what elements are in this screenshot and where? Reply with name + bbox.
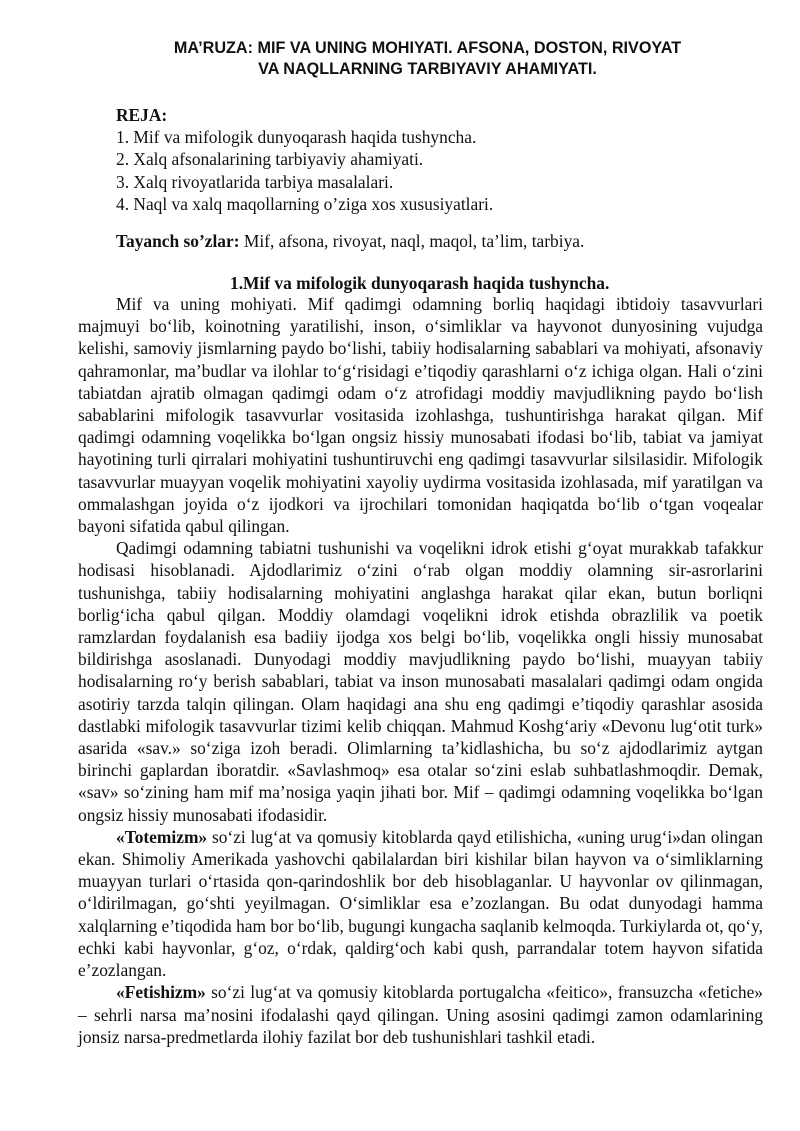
plan-item: 3. Xalq rivoyatlarida tarbiya masalalari. xyxy=(116,171,394,192)
lecture-title-line-2: VA NAQLLARNING TARBIYAVIY AHAMIYATI. xyxy=(258,60,597,78)
plan-heading: REJA: xyxy=(116,105,168,125)
paragraph xyxy=(78,981,763,1048)
plan-item: 4. Naql va xalq maqollarning o’ziga xos xususiyatlari. xyxy=(116,193,494,214)
paragraph xyxy=(78,826,763,981)
plan-section xyxy=(116,104,756,215)
lecture-title xyxy=(80,38,775,80)
lecture-title-line-1: MA’RUZA: MIF VA UNING MOHIYATI. AFSONA, DOSTON, RIVOYAT xyxy=(173,39,682,57)
paragraph-text: so‘zi lug‘at va qomusiy kitoblarda qayd etilishicha, «uning urug‘i»dan olingan ekan. Shimoliy Amerikada yashovchi qabilalardan biri kishilar bilan hayvon va o‘simliklarning muayyan turlari o‘rtasida qon-qarindoshlik bor deb hisoblaganlar. U hayvonlar ov qilinmagan, o‘ldirilmagan, go‘shti yeyilmagan. O‘simliklar esa e’zozlangan. Bu odat dunyodagi hamma xalqlarning e’tiqodida ham bor bo‘lib, bugungi kungacha saqlanib kelmoqda. Turkiylarda ot, qo‘y, echki kabi hayvonlar, g‘oz, o‘rdak, qaldirg‘och kabi qush, parrandalar totem hayvon sifatida e’zozlangan. xyxy=(78,826,763,981)
paragraph-text: so‘zi lug‘at va qomusiy kitoblarda portugalcha «feitico», fransuzcha «fetiche» – sehrli narsa ma’nosini ifodalashi qayd qilingan. Uning asosini qadimgi zamon odamlarining jonsiz narsa-predmetlarda ilohiy fazilat bor deb tushunishlari tashkil etadi. xyxy=(78,982,763,1047)
term-totemizm: «Totemizm» xyxy=(116,826,208,847)
keywords-line xyxy=(116,230,776,252)
term-fetishizm: «Fetishizm» xyxy=(116,982,206,1003)
paragraph: Qadimgi odamning tabiatni tushunishi va voqelikni idrok etishi g‘oyat murakkab tafakkur hodisasi hisoblanadi. Ajdodlarimiz o‘zini o‘rab olgan moddiy olamning sir-asrorlarini tushunishga, tabiiy hodisalarning mohiyatini anglashga harakat qilar ekan, butun borliqni borlig‘icha qabul qilgan. Moddiy olamdagi voqelikni idrok etishda obrazlilik va poetik ramzlardan foydalanish esa badiiy ijodga xos belgi bo‘lib, voqelikka ongli hissiy munosabat bildirishga asoslanadi. Dunyodagi moddiy mavjudlikning paydo bo‘lishi, muayyan tabiiy hodisalarning ro‘y berish sabablari, tabiat va inson munosabati masalalari qadimgi odam ongida asotiriy tarzda talqin qilingan. Olam haqidagi ana shu eng qadimgi e’tiqodiy qarashlar asosida dastlabki mifologik tasavvurlar tizimi kelib chiqqan. Mahmud Koshg‘ariy «Devonu lug‘otit turk» asarida «sav.» so‘ziga izoh beradi. Olimlarning ta’kidlashicha, bu so‘z ajdodlarimiz aytgan birinchi gaplardan iboratdir. «Savlashmoq» esa otalar so‘zini eslab suhbatlashmoqdir. Demak, «sav» so‘zining ham mif ma’nosiga yaqin jihati bor. Mif – qadimgi odamning voqelikka bo‘lgan ongsiz hissiy munosabati ifodasidir. xyxy=(78,538,763,825)
paragraph: Mif va uning mohiyati. Mif qadimgi odamning borliq haqidagi ibtidoiy tasavvurlari majmuyi bo‘lib, koinotning yaratilishi, inson, o‘simliklar va hayvonot dunyosining vujudga kelishi, samoviy jismlarning paydo bo‘lishi, tabiiy hodisalarning sabablari va mohiyati, afsonaviy qahramonlar, ma’budlar va ilohlar to‘g‘risidagi e’tiqodiy qarashlarni o‘z ichiga olgan. Hali o‘zini tabiatdan ajratib olmagan qadimgi odam o‘z atrofidagi moddiy mavjudlikning paydo bo‘lish sabablarini mifologik tasavvurlar vositasida izohlashga, tushuntirishga harakat qilgan. Mif qadimgi odamning voqelikka bo‘lgan ongsiz hissiy munosabati ifodasi bo‘lib, tabiat va jamiyat hayotining turli qirralari mohiyatini tushuntiruvchi eng qadimgi tasavvurlar silsilasidir. Mifologik tasavvurlar muayyan voqelik mohiyatini xayoliy uydirma vositasida izohlasada, mif yaratilgan va ommalashgan joyida o‘z ijodkori va ijrochilari tomonidan haqiqatda bo‘lib o‘tgan voqealar bayoni sifatida qabul qilingan. xyxy=(78,294,763,537)
section-heading: 1.Mif va mifologik dunyoqarash haqida tushyncha. xyxy=(230,273,610,293)
body-text xyxy=(78,293,763,1048)
keywords-text: Mif, afsona, rivoyat, naql, maqol, ta’lim, tarbiya. xyxy=(239,231,585,251)
keywords-label: Tayanch so’zlar: xyxy=(116,231,240,251)
plan-item: 1. Mif va mifologik dunyoqarash haqida tushyncha. xyxy=(116,127,477,148)
plan-item: 2. Xalq afsonalarining tarbiyaviy ahamiyati. xyxy=(116,149,424,170)
